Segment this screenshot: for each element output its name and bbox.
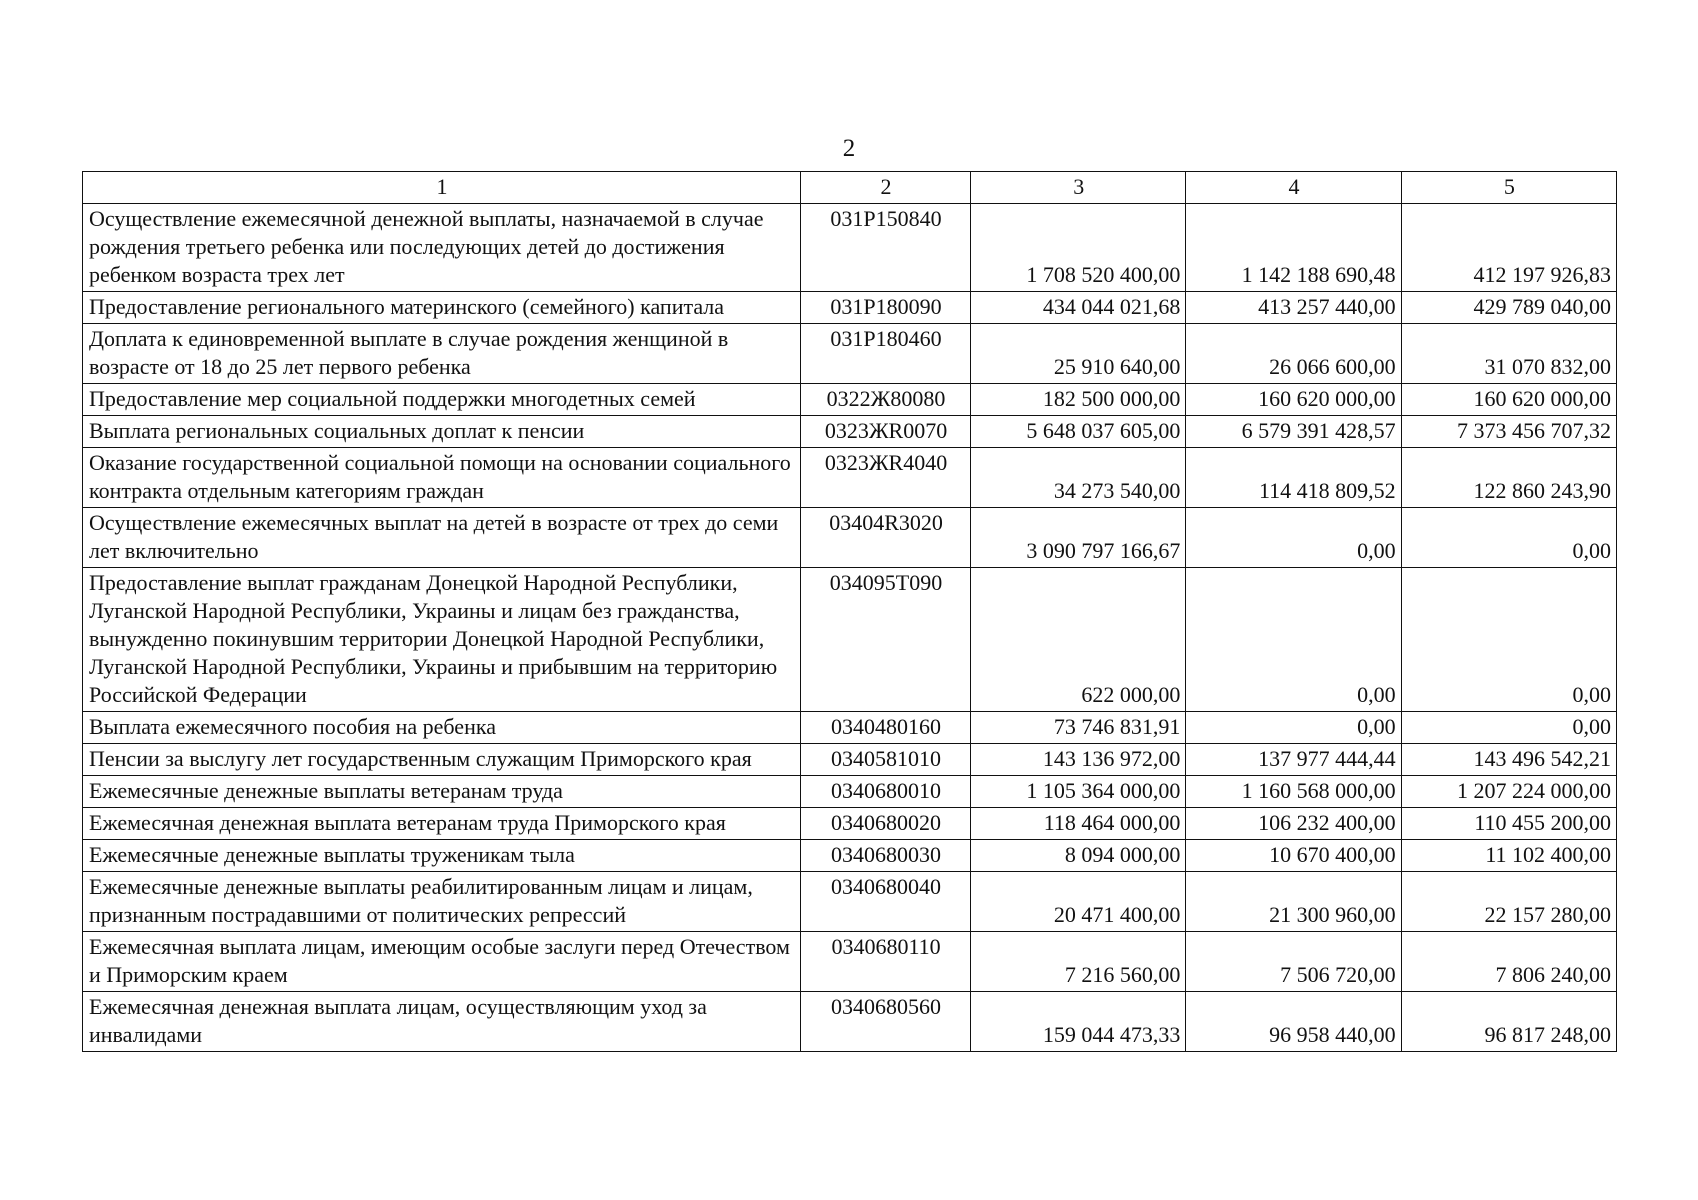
table-row [83,416,1617,448]
column-header-1: 1 [83,172,801,204]
row-value-col3-cell: 20 471 400,00 [971,872,1186,932]
table-row [83,932,1617,992]
row-value-col3-cell: 8 094 000,00 [971,840,1186,872]
row-value-col5-cell: 0,00 [1401,712,1616,744]
row-value-col4-cell: 26 066 600,00 [1186,324,1401,384]
row-value-col3-cell: 1 105 364 000,00 [971,776,1186,808]
row-value-col3-cell: 159 044 473,33 [971,992,1186,1052]
table-row [83,992,1617,1052]
row-value-col4-cell: 0,00 [1186,508,1401,568]
row-name-cell: Осуществление ежемесячных выплат на детей в возрасте от трех до семи лет включительно [83,508,801,568]
row-name-cell: Ежемесячные денежные выплаты ветеранам труда [83,776,801,808]
row-value-col3-cell: 622 000,00 [971,568,1186,712]
row-value-col5-cell: 31 070 832,00 [1401,324,1616,384]
table-body [83,204,1617,1052]
row-value-col4-cell: 7 506 720,00 [1186,932,1401,992]
column-header-3: 3 [971,172,1186,204]
budget-table [82,171,1617,1052]
table-row [83,840,1617,872]
row-value-col5-cell: 11 102 400,00 [1401,840,1616,872]
row-value-col4-cell: 10 670 400,00 [1186,840,1401,872]
row-name-cell: Пенсии за выслугу лет государственным служащим Приморского края [83,744,801,776]
table-row [83,744,1617,776]
row-name-cell: Осуществление ежемесячной денежной выплаты, назначаемой в случае рождения третьего ребенка или последующих детей до достижения ребенком возраста трех лет [83,204,801,292]
row-name-cell: Выплата ежемесячного пособия на ребенка [83,712,801,744]
row-value-col5-cell: 429 789 040,00 [1401,292,1616,324]
row-name-cell: Ежемесячные денежные выплаты труженикам тыла [83,840,801,872]
row-value-col4-cell: 114 418 809,52 [1186,448,1401,508]
row-code-cell: 031P180460 [800,324,970,384]
row-value-col5-cell: 160 620 000,00 [1401,384,1616,416]
row-code-cell: 0340581010 [800,744,970,776]
row-value-col3-cell: 118 464 000,00 [971,808,1186,840]
table-row [83,776,1617,808]
row-code-cell: 0340680010 [800,776,970,808]
row-value-col4-cell: 137 977 444,44 [1186,744,1401,776]
row-value-col4-cell: 413 257 440,00 [1186,292,1401,324]
row-name-cell: Ежемесячная выплата лицам, имеющим особые заслуги перед Отечеством и Приморским краем [83,932,801,992]
row-code-cell: 031P180090 [800,292,970,324]
row-value-col5-cell: 0,00 [1401,568,1616,712]
row-name-cell: Предоставление выплат гражданам Донецкой Народной Республики, Луганской Народной Республики, Украины и лицам без гражданства, вынужденно покинувшим территории Донецкой Народной Республики, Луганской Народной Республики, Украины и прибывшим на территорию Российской Федерации [83,568,801,712]
row-value-col5-cell: 110 455 200,00 [1401,808,1616,840]
row-value-col4-cell: 0,00 [1186,568,1401,712]
row-name-cell: Доплата к единовременной выплате в случае рождения женщиной в возрасте от 18 до 25 лет первого ребенка [83,324,801,384]
row-name-cell: Оказание государственной социальной помощи на основании социального контракта отдельным категориям граждан [83,448,801,508]
table-row [83,712,1617,744]
row-value-col3-cell: 1 708 520 400,00 [971,204,1186,292]
row-code-cell: 0340680110 [800,932,970,992]
table-row [83,808,1617,840]
row-name-cell: Выплата региональных социальных доплат к пенсии [83,416,801,448]
row-value-col3-cell: 3 090 797 166,67 [971,508,1186,568]
row-name-cell: Ежемесячные денежные выплаты реабилитированным лицам и лицам, признанным пострадавшими от политических репрессий [83,872,801,932]
row-code-cell: 0340680560 [800,992,970,1052]
row-code-cell: 0322Ж80080 [800,384,970,416]
row-code-cell: 03404R3020 [800,508,970,568]
table-row [83,204,1617,292]
table-row [83,324,1617,384]
page-number: 2 [842,135,856,162]
row-value-col5-cell: 7 373 456 707,32 [1401,416,1616,448]
row-value-col4-cell: 6 579 391 428,57 [1186,416,1401,448]
row-value-col5-cell: 143 496 542,21 [1401,744,1616,776]
row-code-cell: 0340480160 [800,712,970,744]
column-header-5: 5 [1401,172,1616,204]
row-code-cell: 0340680040 [800,872,970,932]
row-code-cell: 0340680030 [800,840,970,872]
table-row [83,448,1617,508]
row-value-col4-cell: 21 300 960,00 [1186,872,1401,932]
row-code-cell: 034095T090 [800,568,970,712]
row-value-col5-cell: 22 157 280,00 [1401,872,1616,932]
row-code-cell: 031P150840 [800,204,970,292]
row-code-cell: 0340680020 [800,808,970,840]
row-code-cell: 0323ЖR4040 [800,448,970,508]
row-value-col4-cell: 96 958 440,00 [1186,992,1401,1052]
table-row [83,568,1617,712]
row-value-col5-cell: 412 197 926,83 [1401,204,1616,292]
row-value-col3-cell: 143 136 972,00 [971,744,1186,776]
table-row [83,508,1617,568]
row-value-col4-cell: 1 160 568 000,00 [1186,776,1401,808]
row-name-cell: Предоставление мер социальной поддержки многодетных семей [83,384,801,416]
row-value-col3-cell: 25 910 640,00 [971,324,1186,384]
row-value-col4-cell: 0,00 [1186,712,1401,744]
row-value-col4-cell: 1 142 188 690,48 [1186,204,1401,292]
row-value-col5-cell: 122 860 243,90 [1401,448,1616,508]
row-name-cell: Ежемесячная денежная выплата ветеранам труда Приморского края [83,808,801,840]
row-value-col4-cell: 106 232 400,00 [1186,808,1401,840]
column-header-4: 4 [1186,172,1401,204]
row-value-col3-cell: 182 500 000,00 [971,384,1186,416]
row-name-cell: Предоставление регионального материнского (семейного) капитала [83,292,801,324]
table-row [83,292,1617,324]
row-value-col3-cell: 73 746 831,91 [971,712,1186,744]
row-value-col5-cell: 1 207 224 000,00 [1401,776,1616,808]
row-code-cell: 0323ЖR0070 [800,416,970,448]
row-value-col3-cell: 34 273 540,00 [971,448,1186,508]
table-row [83,872,1617,932]
row-value-col5-cell: 7 806 240,00 [1401,932,1616,992]
row-value-col5-cell: 0,00 [1401,508,1616,568]
table-header-row [83,172,1617,204]
row-value-col4-cell: 160 620 000,00 [1186,384,1401,416]
row-value-col3-cell: 5 648 037 605,00 [971,416,1186,448]
row-value-col3-cell: 7 216 560,00 [971,932,1186,992]
row-value-col3-cell: 434 044 021,68 [971,292,1186,324]
table-row [83,384,1617,416]
row-value-col5-cell: 96 817 248,00 [1401,992,1616,1052]
row-name-cell: Ежемесячная денежная выплата лицам, осуществляющим уход за инвалидами [83,992,801,1052]
column-header-2: 2 [800,172,970,204]
